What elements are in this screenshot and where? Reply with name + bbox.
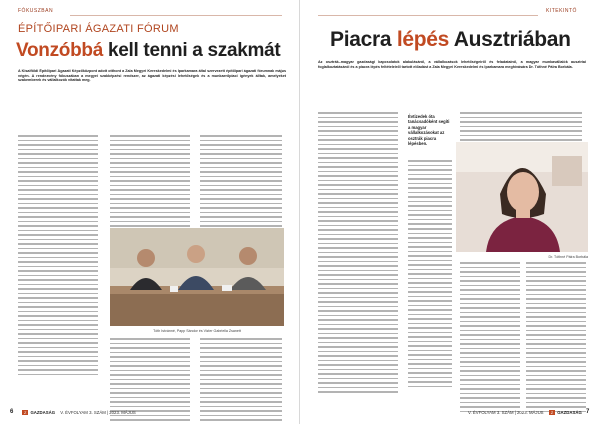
body-column-2-narrow (408, 160, 452, 228)
body-column-4-bottom (526, 262, 586, 415)
article-lead: Az osztrák–magyar gazdasági kapcsolatok alakulásáról, a vállalkozások lehetőségeiről és feladatairól, a magyar munkavállalók ausztriai foglalkoztatásáról és a piacra lépés feltételeiről tartott előadást a Zala Megyei Kereskedelmi és Iparkamara meghívására Dr. Tóthné Pálra Borbála. (318, 60, 586, 69)
footer-brand: GAZDASÁG (30, 410, 56, 415)
body-column-1 (318, 112, 398, 396)
page-footer (22, 410, 136, 415)
footer-issue: V. ÉVFOLYAM 3. SZÁM | 2023. MÁJUS (60, 410, 136, 415)
footer-brand: GAZDASÁG (557, 410, 582, 415)
article-photo (110, 228, 284, 326)
page-number: 7 (586, 409, 590, 415)
rubric-divider (70, 15, 282, 16)
body-column-3-bottom (460, 262, 520, 415)
photo-caption: Dr. Tóthné Pálra Borbála (548, 255, 588, 259)
article-lead: A Kisalföldi Építőipari Ágazati Képzőközpont adott otthont a Zala Megyei Kereskedelmi és Iparkamara által szervezett építőipari ágazati fórumnak május végén. A rendezvény fókuszában a megyei szakképzési rendszer, az ágazati képzési lehetőségek és a munkaerőpiaci igények álltak, amelyeket szakemberek és vállalkozók vitattak meg. (18, 69, 286, 83)
article-kicker: ÉPÍTŐIPARI ÁGAZATI FÓRUM (18, 23, 179, 35)
photo-caption: Tóth Istvánné, Papp Sándor és Vizler Gabriella Zsanett (153, 329, 241, 333)
footer-issue: V. ÉVFOLYAM 3. SZÁM | 2023. MÁJUS (468, 410, 544, 415)
magazine-logo-icon: Z (550, 410, 554, 415)
pull-quote: Évtizedek óta tanácsadóként segíti a magyar vállalkozásokat az osztrák piacra lépésben. (408, 114, 450, 147)
magazine-logo-icon: Z (24, 410, 27, 415)
portrait-photo (456, 142, 588, 252)
body-column-1 (18, 135, 98, 378)
page-footer (468, 410, 582, 415)
portrait-illustration (456, 142, 588, 252)
article-headline (330, 28, 571, 52)
headline-accent: Vonzóbbá (16, 40, 103, 61)
body-column-2-top (110, 135, 190, 243)
headline-accent: lépés (396, 28, 450, 51)
headline-main: Piacra (330, 28, 392, 51)
body-column-3-bottom (200, 338, 282, 424)
right-page (300, 0, 600, 424)
body-column-3-top (200, 135, 282, 243)
headline-rest: kell tenni a szakmát (107, 40, 281, 61)
rubric-divider (318, 15, 538, 16)
section-rubric: FÓKUSZBAN (18, 8, 54, 14)
body-column-2-bottom (408, 228, 452, 390)
photo-people-illustration (110, 228, 284, 326)
article-headline (16, 40, 280, 62)
section-rubric: KITEKINTŐ (546, 8, 577, 14)
page-number: 6 (10, 409, 14, 415)
headline-rest: Ausztriában (453, 28, 571, 51)
